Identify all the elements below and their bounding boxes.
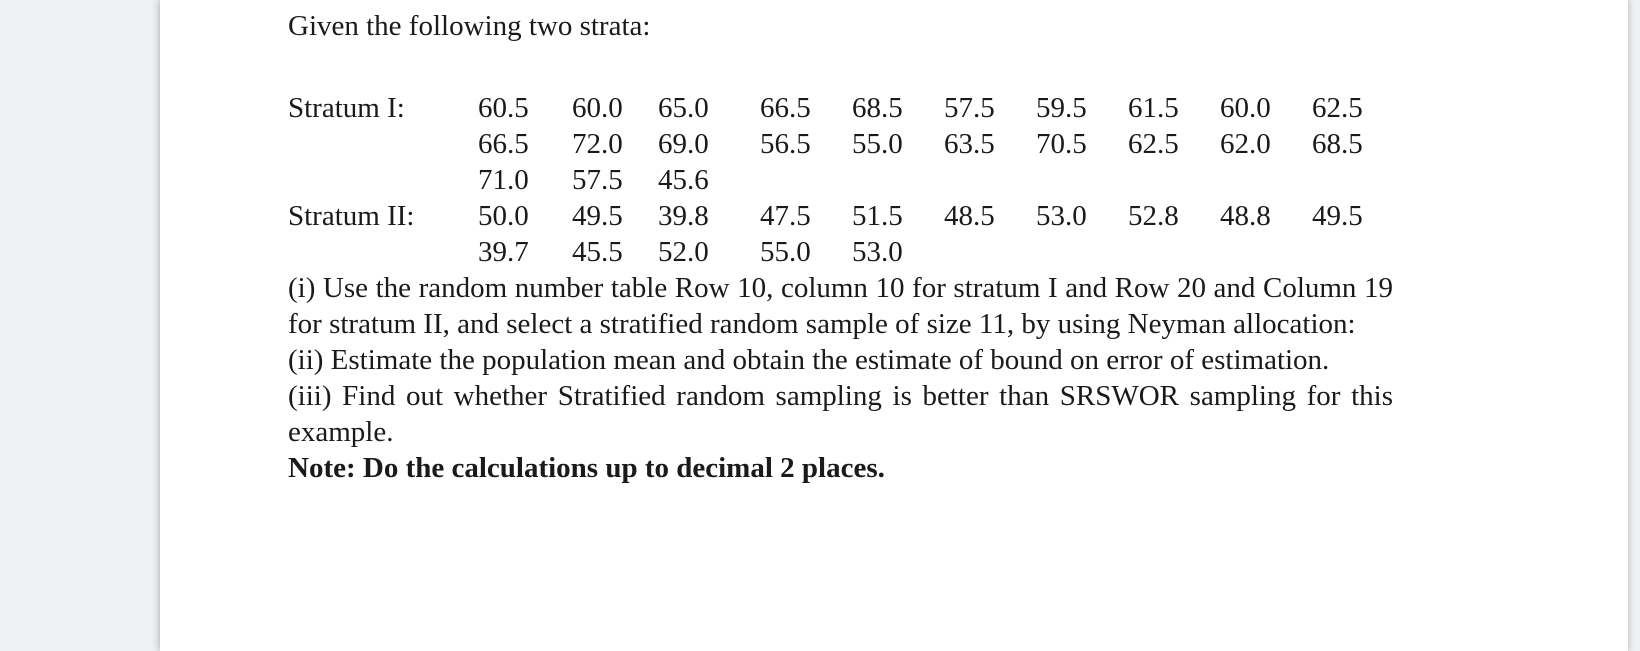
stratum-1-row-2 <box>478 126 1448 162</box>
data-value: 60.0 <box>1220 92 1271 124</box>
data-value: 47.5 <box>760 200 811 232</box>
data-value: 57.5 <box>944 92 995 124</box>
data-value: 45.5 <box>572 236 623 268</box>
stratum-2-block <box>288 198 1448 270</box>
data-value: 70.5 <box>1036 128 1087 160</box>
data-value: 55.0 <box>852 128 903 160</box>
data-value: 45.6 <box>658 164 709 196</box>
data-value: 56.5 <box>760 128 811 160</box>
data-value: 49.5 <box>572 200 623 232</box>
data-value: 59.5 <box>1036 92 1087 124</box>
data-value: 68.5 <box>852 92 903 124</box>
data-value: 52.0 <box>658 236 709 268</box>
data-value: 66.5 <box>478 128 529 160</box>
question-i: (i) Use the random number table Row 10, column 10 for stratum I and Row 20 and Column 19 for stratum II, and select a stratified random sample of size 11, by using Neyman allocation: <box>288 272 1393 340</box>
data-value: 72.0 <box>572 128 623 160</box>
data-value: 71.0 <box>478 164 529 196</box>
data-value: 51.5 <box>852 200 903 232</box>
data-value: 62.5 <box>1128 128 1179 160</box>
data-value: 63.5 <box>944 128 995 160</box>
data-value: 65.0 <box>658 92 709 124</box>
data-value: 55.0 <box>760 236 811 268</box>
data-value: 53.0 <box>852 236 903 268</box>
data-value: 60.0 <box>572 92 623 124</box>
data-value: 52.8 <box>1128 200 1179 232</box>
data-value: 60.5 <box>478 92 529 124</box>
stratum-1-row-3 <box>478 162 1448 198</box>
stratum-1-row-1 <box>478 90 1448 126</box>
data-value: 48.8 <box>1220 200 1271 232</box>
data-value: 62.0 <box>1220 128 1271 160</box>
question-iii: (iii) Find out whether Stratified random sampling is better than SRSWOR sampling for this example. <box>288 380 1393 448</box>
stratum-1-block <box>288 90 1448 198</box>
data-value: 48.5 <box>944 200 995 232</box>
intro-text: Given the following two strata: <box>288 10 651 42</box>
data-value: 53.0 <box>1036 200 1087 232</box>
data-value: 68.5 <box>1312 128 1363 160</box>
stratum-2-row-1 <box>478 198 1448 234</box>
data-value: 49.5 <box>1312 200 1363 232</box>
stratum-2-label: Stratum II: <box>288 200 415 232</box>
data-value: 39.8 <box>658 200 709 232</box>
data-value: 61.5 <box>1128 92 1179 124</box>
stratum-1-label: Stratum I: <box>288 92 405 124</box>
data-value: 50.0 <box>478 200 529 232</box>
data-value: 69.0 <box>658 128 709 160</box>
stratum-2-row-2 <box>478 234 1448 270</box>
document-page <box>160 0 1628 651</box>
note-text: Note: Do the calculations up to decimal 2 places. <box>288 452 885 484</box>
data-value: 57.5 <box>572 164 623 196</box>
data-value: 62.5 <box>1312 92 1363 124</box>
question-content <box>288 8 1448 486</box>
data-value: 39.7 <box>478 236 529 268</box>
question-ii: (ii) Estimate the population mean and obtain the estimate of bound on error of estimation. <box>288 344 1330 376</box>
data-value: 66.5 <box>760 92 811 124</box>
